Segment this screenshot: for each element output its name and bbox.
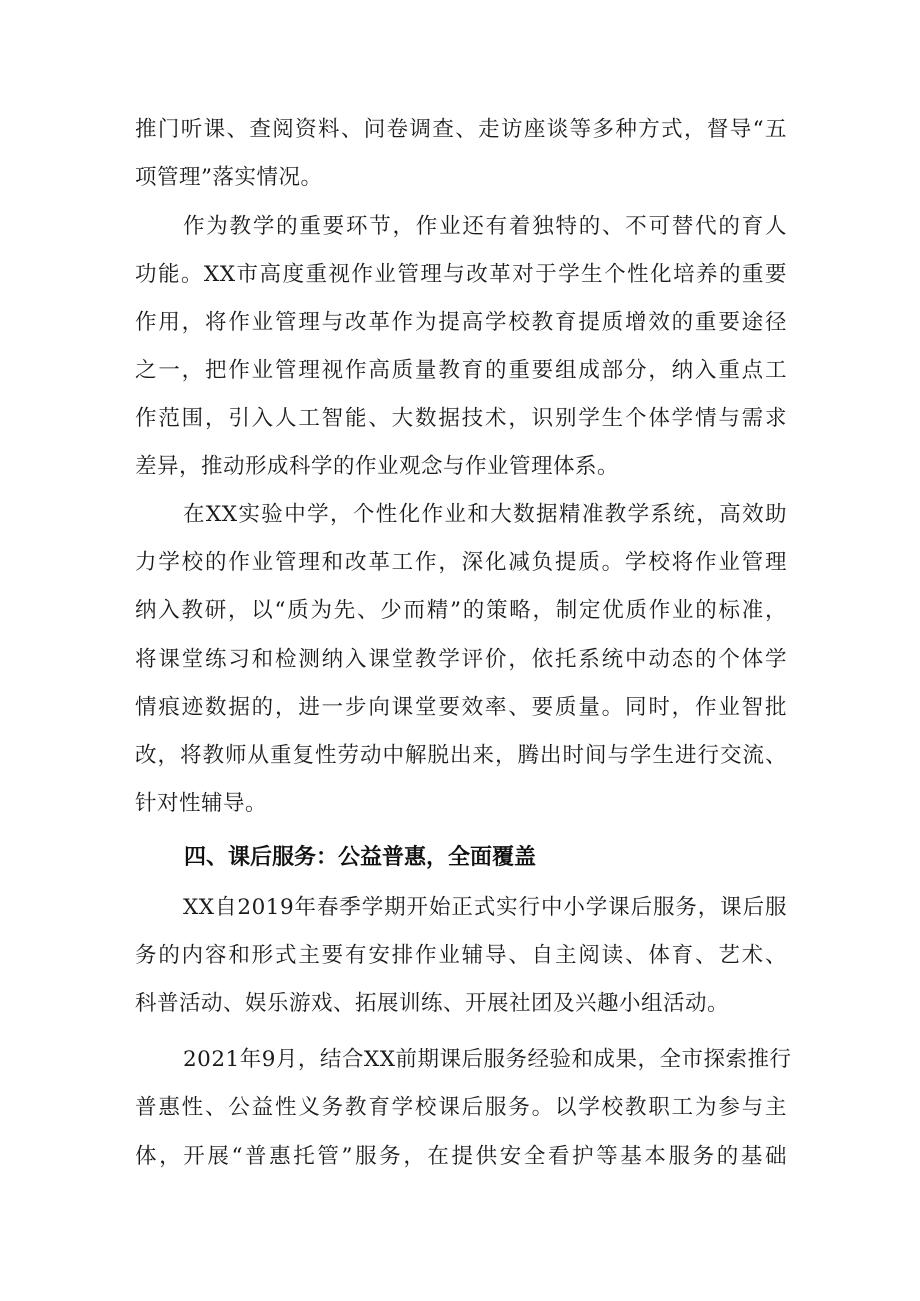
- paragraph-5-line-2: 普惠性、公益性义务教育学校课后服务。以学校教职工为参与主: [135, 1095, 787, 1120]
- paragraph-1-line-2: 项管理”落实情况。: [135, 165, 323, 190]
- paragraph-5-line-1: 2021年9月，结合XX前期课后服务经验和成果，全市探索推行: [183, 1047, 792, 1072]
- section-heading: 四、课后服务：公益普惠，全面覆盖: [184, 845, 537, 870]
- paragraph-3-line-6: 改，将教师从重复性劳动中解脱出来，腾出时间与学生进行交流、: [135, 743, 787, 768]
- paragraph-2-line-6: 差异，推动形成科学的作业观念与作业管理体系。: [135, 454, 620, 479]
- paragraph-1-line-1: 推门听课、查阅资料、问卷调查、走访座谈等多种方式，督导“五: [135, 117, 787, 142]
- paragraph-2-line-3: 作用，将作业管理与改革作为提高学校教育提质增效的重要途径: [135, 310, 787, 335]
- paragraph-2-line-5: 作范围，引入人工智能、大数据技术，识别学生个体学情与需求: [135, 406, 787, 431]
- paragraph-2-line-2: 功能。XX市高度重视作业管理与改革对于学生个性化培养的重要: [135, 262, 787, 287]
- paragraph-3-line-7: 针对性辅导。: [135, 791, 268, 816]
- paragraph-3-line-2: 力学校的作业管理和改革工作，深化减负提质。学校将作业管理: [135, 550, 787, 575]
- paragraph-2-line-4: 之一，把作业管理视作高质量教育的重要组成部分，纳入重点工: [135, 358, 787, 383]
- paragraph-4-line-2: 务的内容和形式主要有安排作业辅导、自主阅读、体育、艺术、: [135, 943, 787, 968]
- paragraph-3-line-3: 纳入教研，以“质为先、少而精”的策略，制定优质作业的标准，: [135, 598, 787, 623]
- paragraph-5-line-3: 体，开展“普惠托管”服务，在提供安全看护等基本服务的基础: [135, 1144, 787, 1169]
- paragraph-2-line-1: 作为教学的重要环节，作业还有着独特的、不可替代的育人: [183, 214, 787, 239]
- paragraph-4-line-1: XX自2019年春季学期开始正式实行中小学课后服务，课后服: [183, 895, 787, 920]
- paragraph-4-line-3: 科普活动、娱乐游戏、拓展训练、开展社团及兴趣小组活动。: [135, 991, 730, 1016]
- paragraph-3-line-1: 在XX实验中学，个性化作业和大数据精准教学系统，高效助: [183, 502, 787, 527]
- paragraph-3-line-4: 将课堂练习和检测纳入课堂教学评价，依托系统中动态的个体学: [135, 647, 787, 672]
- paragraph-3-line-5: 情痕迹数据的，进一步向课堂要效率、要质量。同时，作业智批: [135, 695, 787, 720]
